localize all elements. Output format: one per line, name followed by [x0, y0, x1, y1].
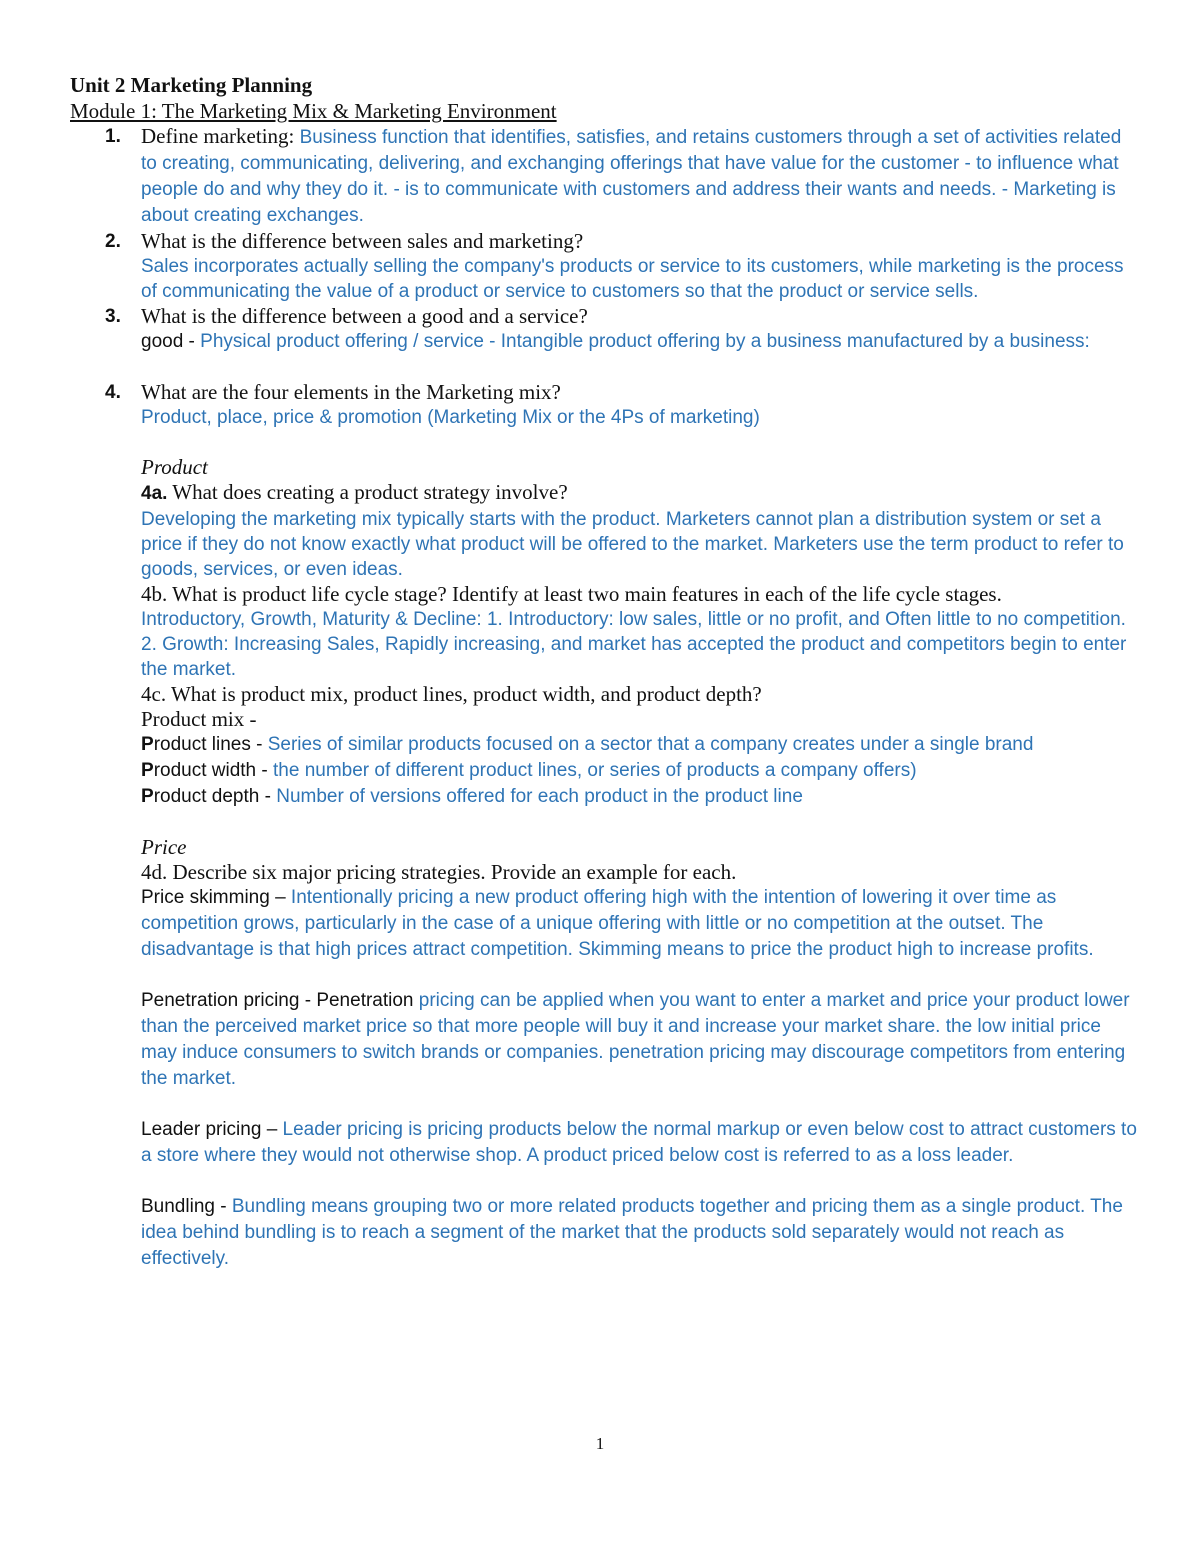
strategy-penetration: Penetration pricing - Penetration pricing can be applied when you want to enter a market and price your product lower than the perceived market price so that more people will buy it and increase your market share. the low initial price may induce consumers to switch brands or companies. penetration pricing may discourage competitors from entering the market. [141, 990, 1130, 1089]
product-mix-label: Product mix - [141, 707, 257, 731]
strategy-bundling: Bundling - Bundling means grouping two or more related products together and pricing them as a single product. The idea behind bundling is to reach a segment of the market that the products sold separately would not reach as effectively. [141, 1196, 1123, 1269]
strategy-leader: Leader pricing – Leader pricing is pricing products below the normal markup or even below cost to attract customers to a store where they would not otherwise shop. A product priced below cost is referred to as a loss leader. [141, 1119, 1137, 1166]
answer-text: Bundling means grouping two or more related products together and pricing them as a single product. The idea behind bundling is to reach a segment of the market that the products sold separately would not reach as effectively. [141, 1196, 1123, 1269]
question-2 [70, 229, 1140, 304]
answer-text: Introductory, Growth, Maturity & Decline: 1. Introductory: low sales, little or no profit, and Often little to no competition. 2. Growth: Increasing Sales, Rapidly increasing, and market has accepted the product and competitors begin to enter the market. [141, 609, 1127, 680]
answer-text: Product, place, price & promotion (Marketing Mix or the 4Ps of marketing) [141, 407, 760, 428]
question-prompt: 4b. What is product life cycle stage? Identify at least two main features in each of the life cycle stages. [141, 582, 1002, 606]
answer-text: Intentionally pricing a new product offering high with the intention of lowering it over time as competition grows, particularly in the case of a unique offering with little or no competition at the outset. The disadvantage is that high prices attract competition. Skimming means to price the product high to increase profits. [141, 887, 1094, 960]
answer-text: Sales incorporates actually selling the company's products or service to its customers, while marketing is the process of communicating the value of a product or service to customers so that the product or service sells. [141, 256, 1124, 302]
document-page [70, 72, 1140, 1272]
question-prompt: Define marketing: [141, 124, 300, 148]
answer-label: good - [141, 331, 201, 352]
product-lines-row: Product lines - Series of similar products focused on a sector that a company creates under a single brand [141, 734, 1034, 755]
answer-text: the number of different product lines, or series of products a company offers) [273, 760, 917, 781]
question-number: 4. [105, 382, 121, 403]
answer-text: Leader pricing is pricing products below the normal markup or even below cost to attract customers to a store where they would not otherwise shop. A product priced below cost is referred to as a loss leader. [141, 1119, 1137, 1166]
question-prompt: What is the difference between sales and marketing? [141, 229, 584, 253]
page-number: 1 [595, 1434, 605, 1453]
strategy-skimming: Price skimming – Intentionally pricing a new product offering high with the intention of lowering it over time as competition grows, particularly in the case of a unique offering with little or no competition at the outset. The disadvantage is that high prices attract competition. Skimming means to price the product high to increase profits. [141, 887, 1094, 960]
answer-text: Number of versions offered for each product in the product line [276, 786, 803, 807]
question-prompt: What does creating a product strategy involve? [167, 480, 568, 504]
answer-text: Developing the marketing mix typically starts with the product. Marketers cannot plan a distribution system or set a price if they do not know exactly what product will be offered to the market. Marketers use the term product to refer to goods, services, or even ideas. [141, 509, 1124, 580]
price-section [70, 835, 1140, 1272]
section-heading-price: Price [141, 835, 187, 859]
question-4 [70, 380, 1140, 430]
question-number: 1. [105, 126, 121, 147]
question-prompt: What are the four elements in the Marketing mix? [141, 380, 561, 404]
document-title: Unit 2 Marketing Planning [70, 73, 313, 97]
question-number: 2. [105, 231, 121, 252]
document-subtitle: Module 1: The Marketing Mix & Marketing Environment [70, 99, 557, 123]
question-prompt: 4c. What is product mix, product lines, product width, and product depth? [141, 682, 762, 706]
question-number: 3. [105, 306, 121, 327]
question-prompt: 4d. Describe six major pricing strategies. Provide an example for each. [141, 860, 737, 884]
product-width-row: Product width - the number of different product lines, or series of products a company offers) [141, 760, 917, 781]
question-1 [70, 124, 1140, 229]
product-section [70, 455, 1140, 810]
question-number: 4a. [141, 483, 168, 504]
product-depth-row: Product depth - Number of versions offered for each product in the product line [141, 786, 803, 807]
answer-text: Physical product offering / service - Intangible product offering by a business manufactured by a business: [200, 331, 1090, 352]
answer-text: Series of similar products focused on a sector that a company creates under a single brand [267, 734, 1034, 755]
section-heading-product: Product [141, 455, 208, 479]
question-prompt: What is the difference between a good and a service? [141, 304, 588, 328]
answer-text: pricing can be applied when you want to enter a market and price your product lower than the perceived market price so that more people will buy it and increase your market share. the low initial price may induce consumers to switch brands or companies. penetration pricing may discourage competitors from entering the market. [141, 990, 1130, 1089]
answer-text: Business function that identifies, satisfies, and retains customers through a set of activities related to creating, communicating, delivering, and exchanging offerings that have value for the customer - to influence what people do and why they do it. - is to communicate with customers and address their wants and needs. - Marketing is about creating exchanges. [141, 127, 1122, 226]
question-3 [70, 304, 1140, 355]
